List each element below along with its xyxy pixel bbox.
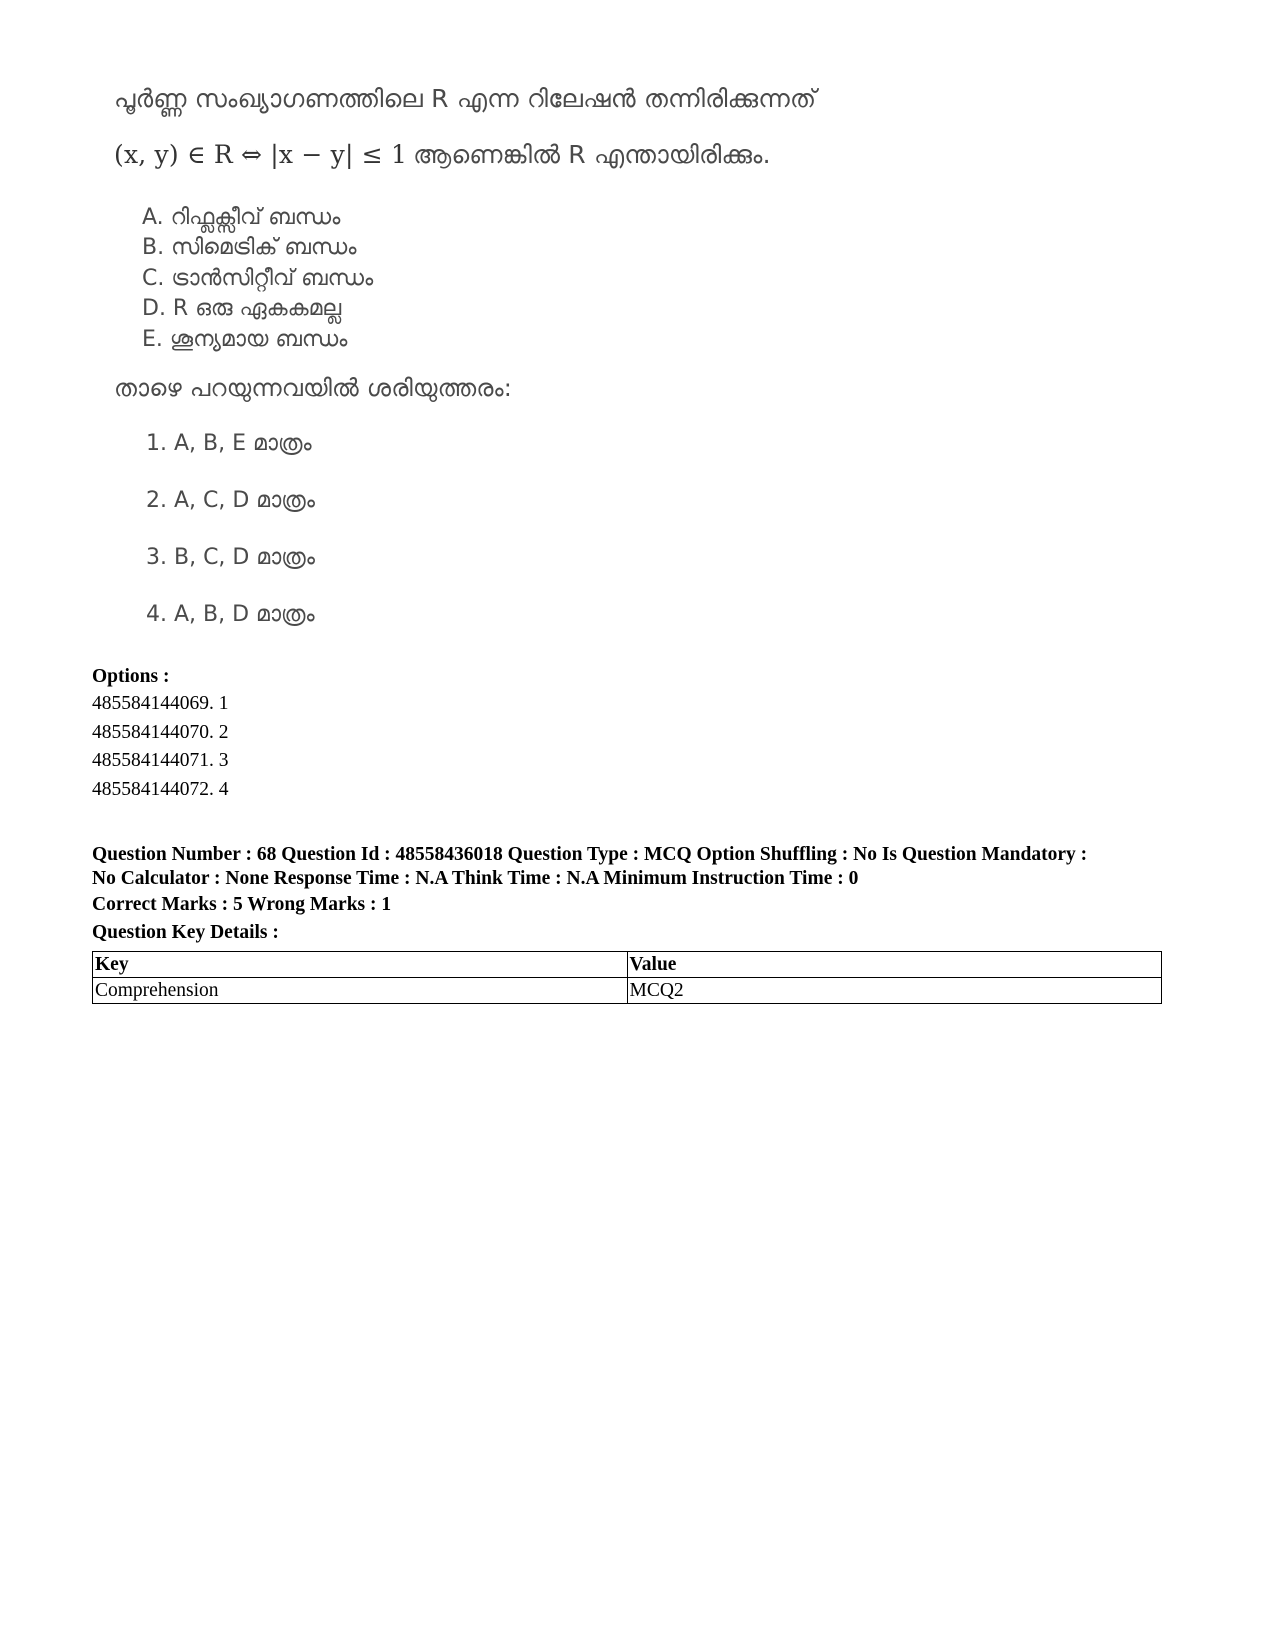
question-meta — [92, 843, 1192, 891]
statement-e: E. ശൂന്യമായ ബന്ധം — [142, 327, 348, 352]
answer-choice-4: 4. A, B, D മാത്രം — [146, 602, 315, 627]
key-details-label: Question Key Details : — [92, 922, 279, 943]
table-cell-key: Comprehension — [93, 978, 628, 1004]
table-header-value: Value — [627, 952, 1162, 978]
question-meta-line1: Question Number : 68 Question Id : 48558436018 Question Type : MCQ Option Shuffling : No Is Question Mandatory : — [92, 844, 1088, 865]
table-header-key: Key — [93, 952, 628, 978]
options-list — [92, 690, 229, 804]
question-condition-text: ആണെങ്കിൽ R എന്തായിരിക്കും. — [413, 140, 771, 169]
answer-choice-2: 2. A, C, D മാത്രം — [146, 488, 315, 513]
statement-a: A. റിഫ്ലക്സീവ് ബന്ധം — [142, 205, 341, 230]
option-item: 485584144072. 4 — [92, 778, 229, 800]
option-item: 485584144071. 3 — [92, 750, 229, 771]
option-item: 485584144070. 2 — [92, 721, 229, 743]
statement-c: C. ട്രാൻസിറ്റീവ് ബന്ധം — [142, 266, 374, 291]
options-label: Options : — [92, 666, 170, 687]
table-header-row — [93, 952, 1162, 978]
answer-choice-1: 1. A, B, E മാത്രം — [146, 431, 312, 456]
key-details-table — [92, 951, 1162, 1004]
relation-formula: (x, y) ∈ R ⇔ |x − y| ≤ 1 — [114, 140, 408, 169]
question-text-line: പൂർണ്ണ സംഖ്യാഗണത്തിലെ R എന്ന റിലേഷൻ തന്നിരിക്കുന്നത് — [114, 84, 817, 113]
marks-line: Correct Marks : 5 Wrong Marks : 1 — [92, 894, 392, 915]
question-meta-line2: No Calculator : None Response Time : N.A Think Time : N.A Minimum Instruction Time : 0 — [92, 868, 859, 889]
question-image — [108, 78, 908, 658]
table-row — [93, 978, 1162, 1004]
question-condition-line — [114, 140, 771, 170]
statement-b: B. സിമെട്രിക് ബന്ധം — [142, 235, 357, 260]
answer-choice-3: 3. B, C, D മാത്രം — [146, 545, 315, 570]
statement-d: D. R ഒരു ഏകകമല്ല — [142, 296, 342, 321]
option-item: 485584144069. 1 — [92, 693, 229, 714]
table-cell-value: MCQ2 — [627, 978, 1162, 1004]
answer-prompt: താഴെ പറയുന്നവയിൽ ശരിയുത്തരം: — [114, 374, 513, 402]
